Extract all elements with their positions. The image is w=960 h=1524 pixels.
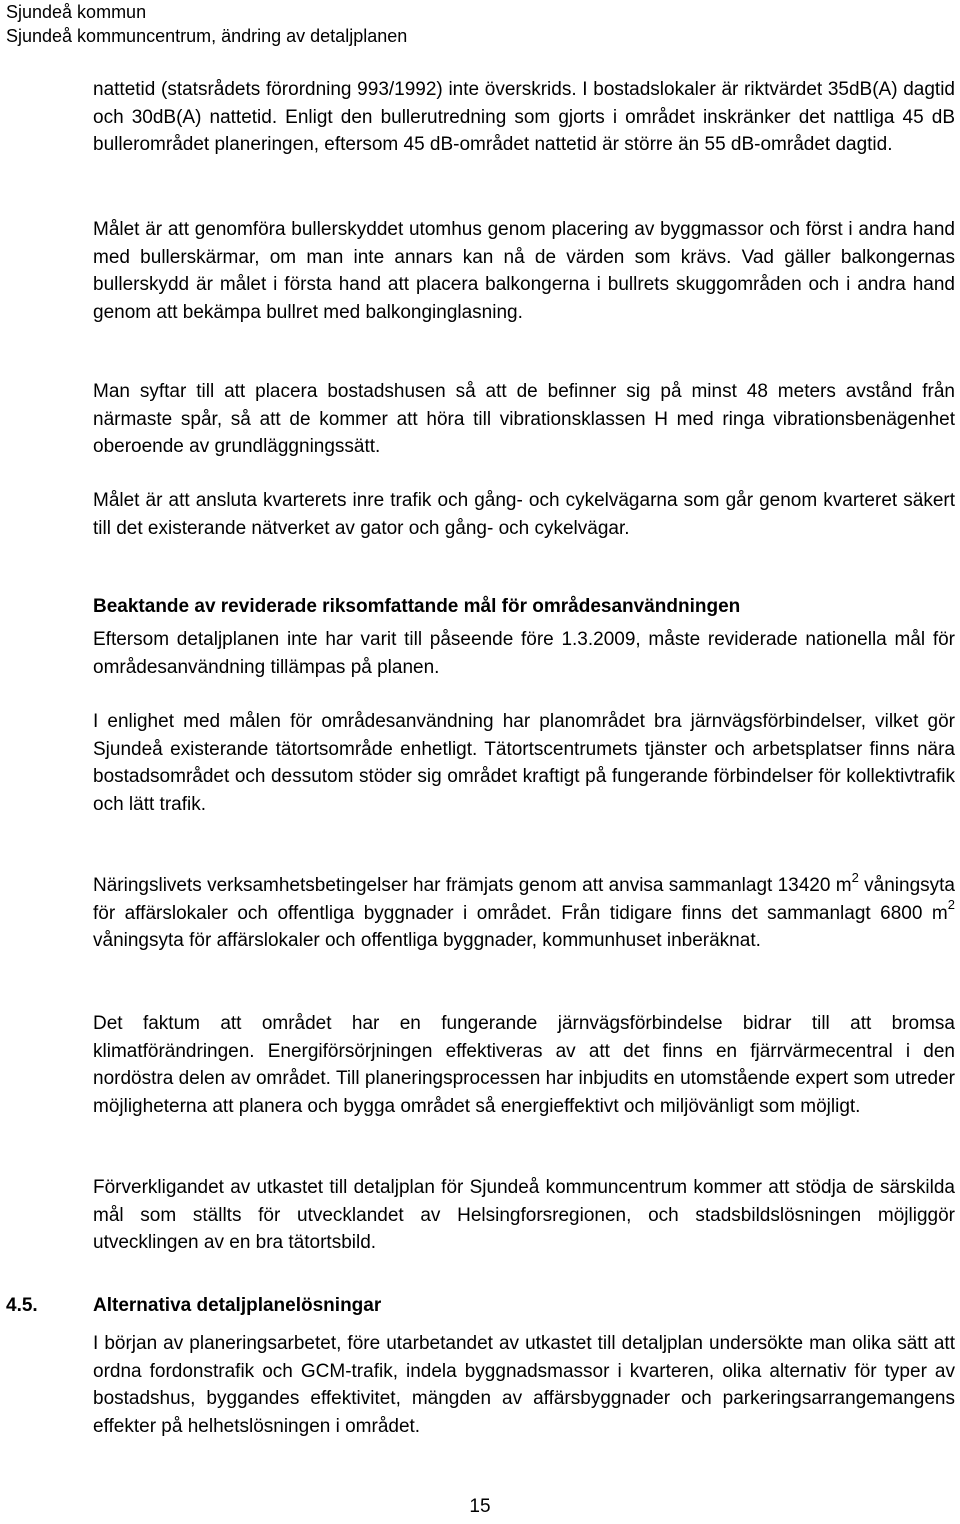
section-title: Alternativa detaljplanelösningar: [93, 1295, 382, 1316]
superscript: 2: [947, 897, 955, 913]
body-paragraph: nattetid (statsrådets förordning 993/1992) inte överskrids. I bostadslokaler är riktvärdet 35dB(A) dagtid och 30dB(A) nattetid. Enligt den bullerutredning som gjorts i området inskränker det nattliga 45 dB bullerområdet planeringen, eftersom 45 dB-området nattetid är större än 55 dB-området dagtid.: [93, 79, 955, 156]
body-paragraph: Målet är att ansluta kvarterets inre trafik och gång- och cykelvägarna som går genom kvarteret säkert till det existerande nätverket av gator och gång- och cykelvägar.: [93, 490, 955, 539]
page-number: 15: [469, 1496, 491, 1517]
body-paragraph: I början av planeringsarbetet, före utarbetandet av utkastet till detaljplan undersökte man olika sätt att ordna fordonstrafik och GCM-trafik, indela byggnadsmassor i kvarteren, olika alternativ för typer av bostadshus, byggandes effektivitet, mängden av affärsbyggnader och parkeringsarrangemangens effekter på helhetslösningen i området.: [93, 1333, 955, 1437]
section-number: 4.5.: [6, 1295, 38, 1316]
header-municipality: Sjundeå kommun: [6, 2, 147, 22]
text-fragment: våningsyta för affärslokaler och offentliga byggnader i området. Från tidigare finns det sammanlagt 6800 m: [93, 875, 955, 924]
paragraph-vibration: [93, 378, 955, 461]
page-header: [6, 0, 407, 48]
paragraph-climate: [93, 1010, 955, 1120]
subheading-national-goals: [93, 593, 955, 620]
paragraph-land-use: [93, 708, 955, 818]
paragraph-revised-goals: [93, 626, 955, 681]
body-paragraph: [93, 869, 955, 955]
body-paragraph: Det faktum att området har en fungerande järnvägsförbindelse bidrar till att bromsa klimatförändringen. Energiförsörjningen effektiveras av att det finns en fjärrvärmecentral i den nordöstra delen av området. Till planeringsprocessen har inbjudits en utomstående expert som utreder möjligheterna att planera och bygga området så energieffektivt och miljövänligt som möjligt.: [93, 1013, 955, 1117]
section-heading-alternatives: [93, 1292, 955, 1319]
body-paragraph: Eftersom detaljplanen inte har varit till påseende före 1.3.2009, måste reviderade nationella mål för områdesanvändning tillämpas på planen.: [93, 629, 955, 678]
paragraph-helsinki-region: [93, 1174, 955, 1257]
superscript: 2: [851, 869, 859, 885]
header-document-title: Sjundeå kommuncentrum, ändring av detaljplanen: [6, 26, 408, 46]
section-heading: Beaktande av reviderade riksomfattande mål för områdesanvändningen: [93, 596, 741, 617]
text-fragment: Näringslivets verksamhetsbetingelser har främjats genom att anvisa sammanlagt 13420 m: [93, 875, 852, 896]
paragraph-noise-protection: [93, 216, 955, 326]
text-fragment: våningsyta för affärslokaler och offentliga byggnader, kommunhuset inberäknat.: [93, 930, 761, 952]
paragraph-noise-limits: [93, 76, 955, 159]
body-paragraph: Målet är att genomföra bullerskyddet utomhus genom placering av byggmassor och först i andra hand med bullerskärmar, om man inte annars kan nå de värden som krävs. Vad gäller balkongernas bullerskydd är målet i första hand att placera balkongerna i bullrets skuggområden och i andra hand genom att bekämpa bullret med balkonginglasning.: [93, 219, 955, 323]
paragraph-traffic: [93, 487, 955, 542]
body-paragraph: Man syftar till att placera bostadshusen så att de befinner sig på minst 48 meters avstånd från närmaste spår, så att de kommer att höra till vibrationsklassen H med ringa vibrationsbenägenhet oberoende av grundläggningssätt.: [93, 381, 955, 458]
paragraph-alternatives: [93, 1330, 955, 1440]
body-paragraph: I enlighet med målen för områdesanvändning har planområdet bra järnvägsförbindelser, vilket gör Sjundeå existerande tätortsområde enhetligt. Tätortscentrumets tjänster och arbetsplatser finns nära bostadsområdet och dessutom stöder sig området kraftigt på fungerande förbindelser för kollektivtrafik och lätt trafik.: [93, 711, 955, 815]
body-paragraph: Förverkligandet av utkastet till detaljplan för Sjundeå kommuncentrum kommer att stödja de särskilda mål som ställts för utvecklandet av Helsingforsregionen, och stadsbildslösningen möjliggör utvecklingen av en bra tätortsbild.: [93, 1177, 955, 1254]
paragraph-business: [93, 869, 955, 955]
